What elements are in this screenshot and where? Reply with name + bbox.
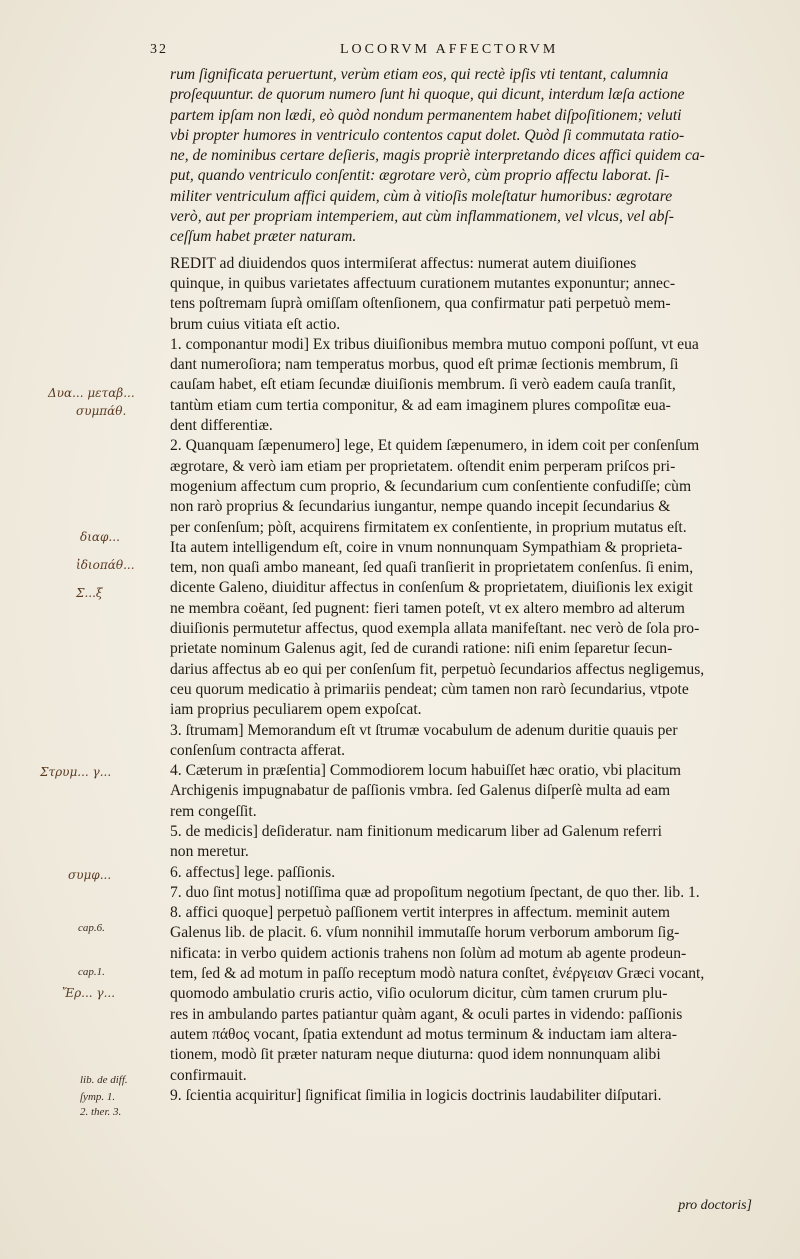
text-line: brum cuius vitiata eſt actio. xyxy=(170,315,341,333)
text-line: 4. Cæterum in præſentia] Commodiorem locum habuiſſet hæc oratio, vbi placitum xyxy=(170,762,682,780)
text-line: autem πάθος vocant, ſpatia extendunt ad motus terminum & inductam iam altera- xyxy=(170,1025,677,1043)
text-line: proſequuntur. de quorum numero ſunt hi quoque, qui dicunt, interdum læſa actione xyxy=(170,86,685,104)
handwritten-note: συμφ... xyxy=(68,868,112,882)
catchword: pro doctoris] xyxy=(678,1198,752,1213)
text-line: dent differentiæ. xyxy=(170,417,273,435)
text-line: 7. duo ſint motus] notiſſima quæ ad propoſitum negotium ſpectant, de quo ther. lib. 1. xyxy=(170,883,700,901)
page-header xyxy=(150,42,760,64)
text-line: rum ſignificata peruertunt, verùm etiam eos, qui rectè ipſis vti tentant, calumnia xyxy=(170,66,669,83)
running-title: LOCORVM AFFECTORVM xyxy=(340,42,559,57)
handwritten-note: Δυα... μεταβ... xyxy=(48,386,135,400)
text-line: Ita autem intelligendum eſt, coire in vnum nonnunquam Sympathiam & proprieta- xyxy=(170,538,683,556)
text-line: cauſam habet, eſt etiam ſecundæ diuiſionis membrum. ſi verò eadem cauſa tranſit, xyxy=(170,376,676,394)
text-line: ne, de nominibus certare deſieris, magis propriè interpretando dices affici quidem ca- xyxy=(170,147,705,165)
text-line: 3. ſtrumam] Memorandum eſt vt ſtrumæ vocabulum de adenum duritie quauis per xyxy=(170,721,678,739)
text-line: dant numeroſiora; nam temperatus morbus, quod eſt primæ ſectionis membrum, ſi xyxy=(170,356,679,374)
margin-note: 2. ther. 3. xyxy=(80,1106,122,1118)
text-line: put, quando ventriculo conſentit: ægrotare verò, cùm proprio affectu laborat. ſi- xyxy=(170,167,670,185)
text-line: militer ventriculum affici quidem, cùm à vitioſis moleſtatur humoribus: ægrotare xyxy=(170,187,673,205)
margin-note: cap.1. xyxy=(78,966,105,978)
text-line: ceſſum habet præter naturam. xyxy=(170,228,357,246)
text-line: ægrotare, & verò iam etiam per proprietatem. oſtendit enim perperam priſcos pri- xyxy=(170,457,676,475)
text-line: dicente Galeno, diuiditur affectus in conſenſum & proprietatem, diuiſionis lex exigit xyxy=(170,579,693,597)
text-line: tantùm etiam cum tertia componitur, & ad eam imaginem plures compoſitæ eua- xyxy=(170,396,671,414)
text-line: darius affectus ab eo qui per conſenſum fit, perpetuò ſecundarios affectus negligemus, xyxy=(170,660,705,678)
text-line: diuiſionis permutetur affectus, quod exempla allata manifeſtant. nec verò de ſola pro- xyxy=(170,620,700,638)
handwritten-note: Σ...ξ xyxy=(76,586,103,600)
text-line: confirmauit. xyxy=(170,1066,247,1084)
main-text xyxy=(170,65,770,1126)
text-line: res in ambulando partes patiantur quàm agant, & oculi partes in videndo: paſſionis xyxy=(170,1005,683,1023)
text-line: verò, aut per propriam intemperiem, aut cùm inflammationem, vel vlcus, vel abſ- xyxy=(170,208,674,226)
text-line: REDIT ad diuidendos quos intermiſerat affectus: numerat autem diuiſiones xyxy=(170,254,637,272)
text-line: partem ipſam non lædi, eò quòd nondum permanentem habet diſpoſitionem; veluti xyxy=(170,106,682,124)
text-line: 2. Quanquam ſæpenumero] lege, Et quidem ſæpenumero, in idem coit per conſenſum xyxy=(170,437,700,455)
text-line: quinque, in quibus varietates affectuum curationem mutantes exponuntur; annec- xyxy=(170,274,676,292)
text-line: 5. de medicis] deſideratur. nam finitionum medicarum liber ad Galenum referri xyxy=(170,822,662,840)
text-line: ceu quorum medicatio à primariis pendeat; cùm tamen non rarò ſecundarius, vtpote xyxy=(170,680,689,698)
text-line: 6. affectus] lege. paſſionis. xyxy=(170,863,336,881)
text-line: mogenium affectum cum proprio, & ſecundarium cum conſentiente confudiſſe; cùm xyxy=(170,477,692,495)
handwritten-note: διαφ... xyxy=(80,530,120,544)
text-line: ne membra coëant, ſed pugnent: fieri tamen poteſt, vt ex altero membro ad alterum xyxy=(170,599,685,617)
handwritten-note: Ἔρ... γ... xyxy=(62,986,116,1000)
handwritten-note: Στρυμ... γ... xyxy=(40,765,112,779)
text-line: nificata: in verbo quidem actionis trahens non ſolùm ad motum ab agente prodeun- xyxy=(170,944,687,962)
text-line: vbi propter humores in ventriculo contentos caput dolet. Quòd ſi commutata ratio- xyxy=(170,126,685,144)
text-line: iam proprius peculiarem opem expoſcat. xyxy=(170,701,422,719)
page-number: 32 xyxy=(150,42,168,57)
text-line xyxy=(170,1106,770,1126)
text-line: conſenſum contracta afferat. xyxy=(170,741,346,759)
text-line: non meretur. xyxy=(170,843,249,861)
text-line: Archigenis impugnabatur de paſſionis vmbra. ſed Galenus diſperſè multa ad eam xyxy=(170,782,671,800)
text-line: tem, ſed & ad motum in paſſo receptum modò natura conſtet, ἐνέργειαν Græci vocant, xyxy=(170,965,705,983)
handwritten-note: ἰδιοπάθ... xyxy=(76,558,135,572)
margin-note: cap.6. xyxy=(78,922,105,934)
text-line: non rarò proprius & ſecundarius iungantur, nempe quando incepit ſecundarius & xyxy=(170,498,671,516)
text-line: per conſenſum; pòſt, acquirens firmitatem ex conſentiente, in proprium mutatus eſt. xyxy=(170,518,687,536)
text-line: Galenus lib. de placit. 6. vſum nonnihil immutaſſe horum verborum amborum ſig- xyxy=(170,924,680,942)
text-line: prietate nominum Galenus agit, ſed de curandi ratione: niſi enim ſeparetur ſecun- xyxy=(170,640,673,658)
handwritten-note: συμπάθ. xyxy=(76,404,127,418)
text-line: tens poſtremam ſuprà omiſſam oſtenſionem, qua confirmatur pati perpetuò mem- xyxy=(170,295,671,313)
text-line: rem congeſſit. xyxy=(170,802,257,820)
text-line: tem, non quaſi ambo maneant, ſed quaſi tranſierit in proprietatem conſenſus. ſi enim, xyxy=(170,559,694,577)
text-line: tionem, modò ſit præter naturam neque diuturna: quod idem nonnunquam alibi xyxy=(170,1046,661,1064)
text-line: quomodo ambulatio cruris actio, viſio oculorum dicitur, cùm tamen crurum plu- xyxy=(170,985,668,1003)
margin-note: lib. de diff. xyxy=(80,1074,128,1086)
text-line: 9. ſcientia acquiritur] ſignificat ſimilia in logicis doctrinis laudabiliter diſputari. xyxy=(170,1086,662,1104)
margin-note: ſymp. 1. xyxy=(80,1091,116,1103)
text-line: 1. componantur modi] Ex tribus diuiſionibus membra mutuo componi poſſunt, vt eua xyxy=(170,335,699,353)
text-line: 8. affici quoque] perpetuò paſſionem vertit interpres in affectum. meminit autem xyxy=(170,904,670,922)
